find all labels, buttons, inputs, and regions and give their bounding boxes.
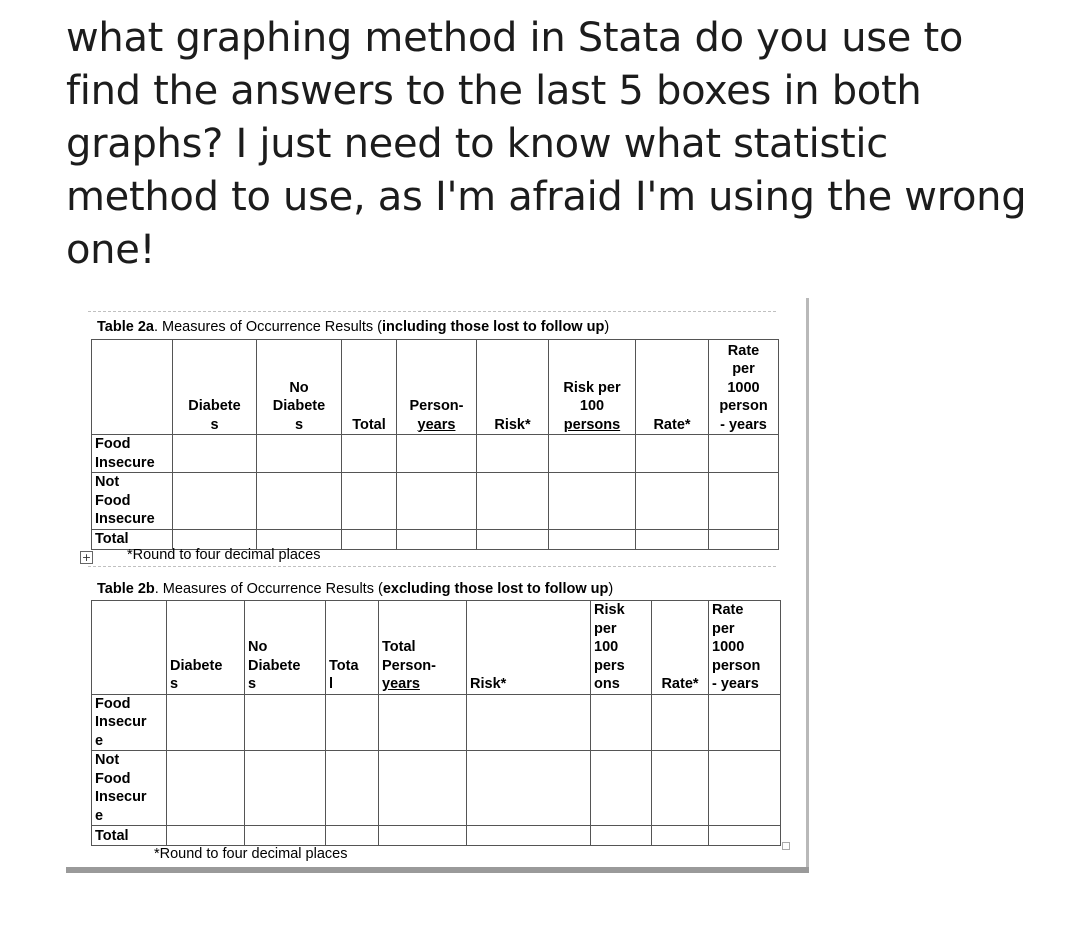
- text-boundary: [88, 566, 776, 567]
- table-2a: [91, 339, 779, 550]
- table-cell[interactable]: [636, 435, 709, 473]
- table-cell[interactable]: [342, 529, 397, 549]
- table-cell[interactable]: [467, 826, 591, 846]
- caption-text: . Measures of Occurrence Results (: [153, 319, 383, 335]
- table-cell[interactable]: [636, 473, 709, 530]
- table-cell[interactable]: [397, 473, 477, 530]
- table-cell[interactable]: [477, 435, 549, 473]
- table-cell[interactable]: [257, 473, 342, 530]
- table-cell[interactable]: [245, 694, 326, 751]
- caption-bold: including those lost to follow up: [382, 319, 605, 335]
- table-cell[interactable]: [709, 826, 781, 846]
- header-rate-per-1000: Rate per 1000 person - years: [709, 340, 779, 435]
- table-cell[interactable]: [636, 529, 709, 549]
- table-cell[interactable]: [379, 751, 467, 826]
- table-cell[interactable]: [379, 826, 467, 846]
- question-line: what graphing method in Stata do you use to: [66, 15, 964, 61]
- question-line: find the answers to the last 5 boxes in both: [66, 68, 922, 114]
- table-cell[interactable]: [245, 751, 326, 826]
- table-header-row: [92, 601, 781, 695]
- row-label-not-food-insecure: Not Food Insecur e: [92, 751, 167, 826]
- header-total: Tota l: [326, 601, 379, 695]
- row-label-total: Total: [92, 826, 167, 846]
- table-cell[interactable]: [397, 529, 477, 549]
- row-label-total: Total: [92, 529, 173, 549]
- table-cell[interactable]: [167, 826, 245, 846]
- row-label-food-insecure: Food Insecure: [92, 435, 173, 473]
- table-row: [92, 529, 779, 549]
- text-boundary: [88, 311, 776, 312]
- table-row: [92, 751, 781, 826]
- table-cell[interactable]: [467, 751, 591, 826]
- header-rate-per-1000: Rate per 1000 person - years: [709, 601, 781, 695]
- question-line: one!: [66, 227, 156, 273]
- table-cell[interactable]: [549, 529, 636, 549]
- table-header-row: [92, 340, 779, 435]
- table-cell[interactable]: [549, 473, 636, 530]
- question-line: graphs? I just need to know what statistic: [66, 121, 888, 167]
- header-total: Total: [342, 340, 397, 435]
- document-shadow: [66, 867, 809, 873]
- header-rate: Rate*: [636, 340, 709, 435]
- table-cell[interactable]: [326, 751, 379, 826]
- caption-end: ): [608, 581, 614, 597]
- rounding-note: *Round to four decimal places: [154, 846, 348, 862]
- header-no-diabetes: No Diabete s: [245, 601, 326, 695]
- header-rate: Rate*: [652, 601, 709, 695]
- header-no-diabetes: No Diabete s: [257, 340, 342, 435]
- header-risk-per-100: Risk per 100 pers ons: [591, 601, 652, 695]
- header-person-years: Total Person- years: [379, 601, 467, 695]
- table-cell[interactable]: [709, 694, 781, 751]
- table-2a-caption: [97, 319, 609, 335]
- caption-label: Table 2a: [97, 319, 154, 335]
- table-row: [92, 473, 779, 530]
- table-cell[interactable]: [467, 694, 591, 751]
- table-cell[interactable]: [591, 751, 652, 826]
- table-cell[interactable]: [167, 751, 245, 826]
- table-cell[interactable]: [173, 473, 257, 530]
- table-cell[interactable]: [652, 751, 709, 826]
- header-person-years: Person- years: [397, 340, 477, 435]
- table-cell[interactable]: [167, 694, 245, 751]
- table-cell[interactable]: [342, 435, 397, 473]
- table-cell[interactable]: [477, 473, 549, 530]
- resize-handle-icon[interactable]: [782, 842, 790, 850]
- move-anchor-icon[interactable]: +: [81, 551, 92, 564]
- table-cell[interactable]: [709, 473, 779, 530]
- header-risk-per-100: Risk per 100 persons: [549, 340, 636, 435]
- table-2b: [91, 600, 781, 846]
- table-cell[interactable]: [397, 435, 477, 473]
- row-label-not-food-insecure: Not Food Insecure: [92, 473, 173, 530]
- header-diabetes: Diabete s: [167, 601, 245, 695]
- table-cell[interactable]: [257, 435, 342, 473]
- header-diabetes: Diabete s: [173, 340, 257, 435]
- table-cell[interactable]: [709, 435, 779, 473]
- table-cell[interactable]: [245, 826, 326, 846]
- table-cell[interactable]: [326, 694, 379, 751]
- caption-label: Table 2b: [97, 581, 155, 597]
- table-cell[interactable]: [591, 826, 652, 846]
- table-cell[interactable]: [342, 473, 397, 530]
- caption-bold: excluding those lost to follow up: [382, 581, 609, 597]
- table-cell[interactable]: [379, 694, 467, 751]
- caption-text: . Measures of Occurrence Results (: [154, 581, 383, 597]
- table-cell[interactable]: [549, 435, 636, 473]
- corner-cell: [92, 340, 173, 435]
- rounding-note: *Round to four decimal places: [127, 547, 321, 563]
- table-cell[interactable]: [652, 694, 709, 751]
- header-risk: Risk*: [467, 601, 591, 695]
- question-line: method to use, as I'm afraid I'm using the wrong: [66, 174, 1027, 220]
- question-text: [66, 12, 1046, 277]
- corner-cell: [92, 601, 167, 695]
- header-risk: Risk*: [477, 340, 549, 435]
- table-cell[interactable]: [709, 751, 781, 826]
- row-label-food-insecure: Food Insecur e: [92, 694, 167, 751]
- table-cell[interactable]: [173, 529, 257, 549]
- table-cell[interactable]: [709, 529, 779, 549]
- table-cell[interactable]: [173, 435, 257, 473]
- table-row: [92, 694, 781, 751]
- table-cell[interactable]: [477, 529, 549, 549]
- table-2b-caption: [97, 581, 613, 597]
- table-cell[interactable]: [326, 826, 379, 846]
- table-cell[interactable]: [257, 529, 342, 549]
- table-row: [92, 435, 779, 473]
- table-cell[interactable]: [591, 694, 652, 751]
- caption-end: ): [604, 319, 610, 335]
- table-row: [92, 826, 781, 846]
- table-cell[interactable]: [652, 826, 709, 846]
